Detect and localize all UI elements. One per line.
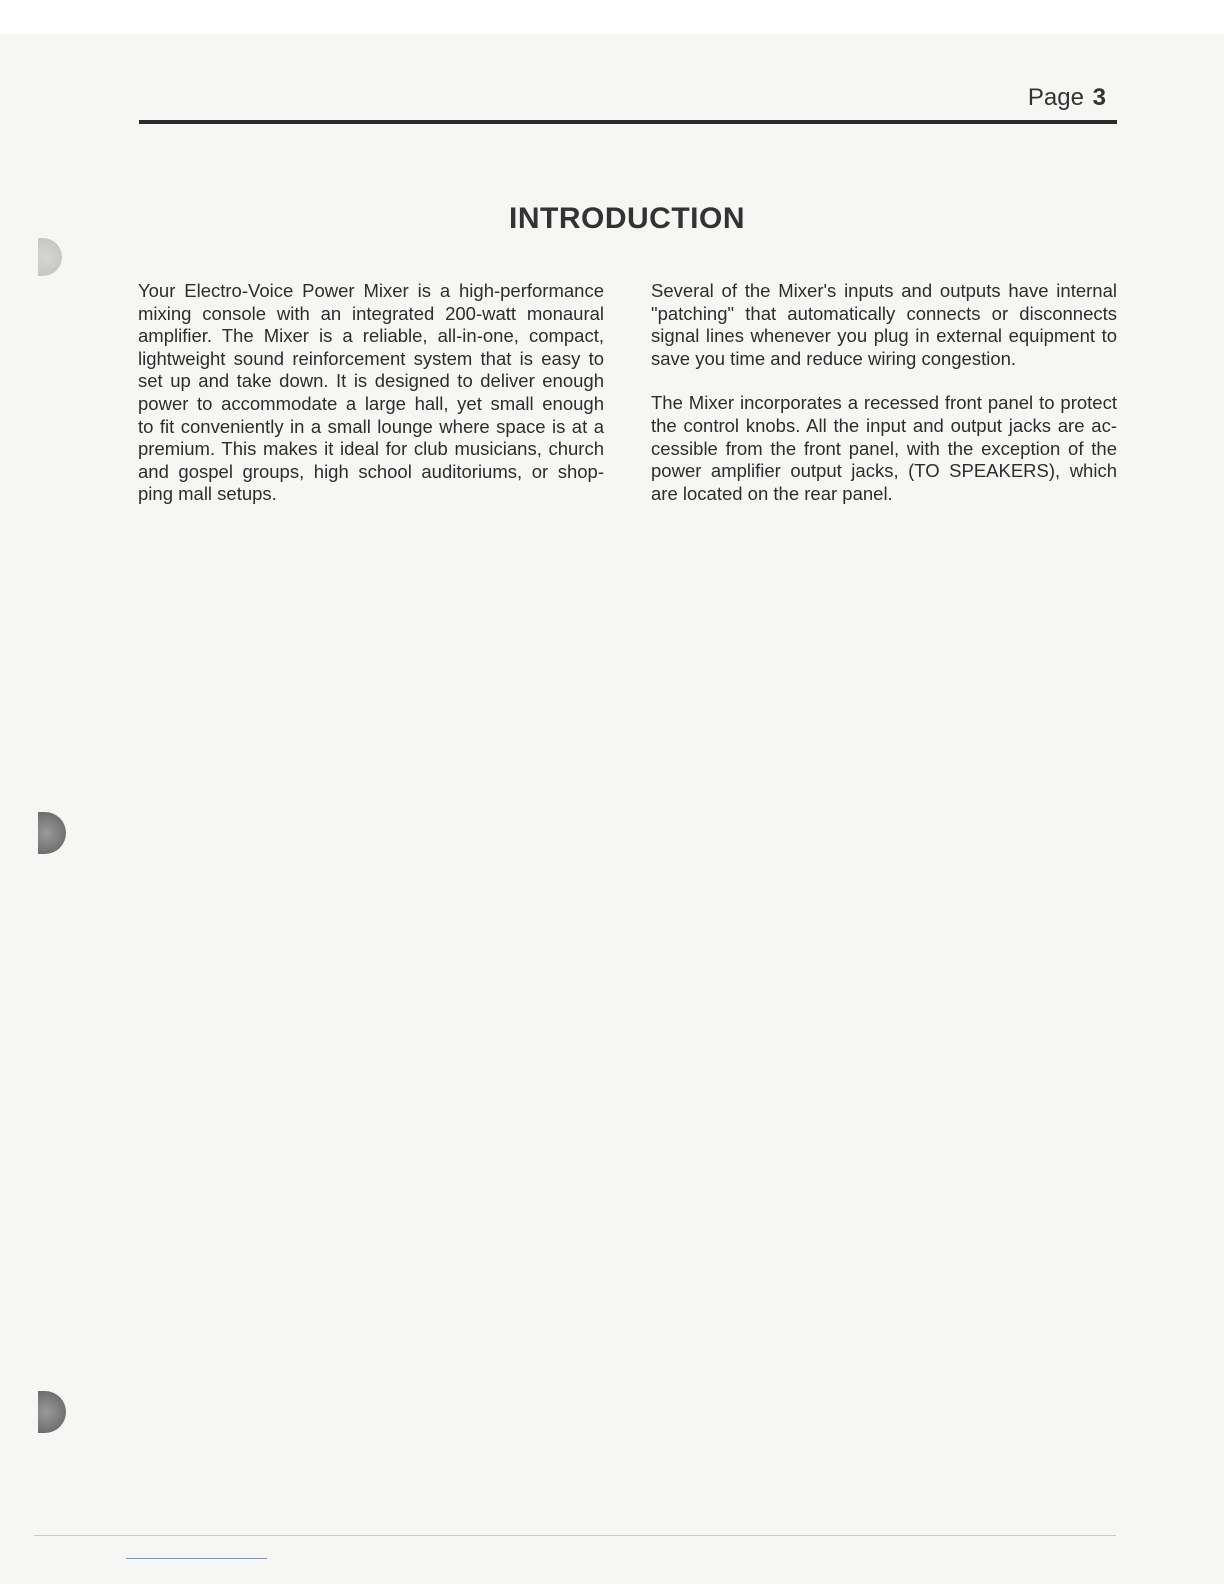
left-column xyxy=(138,280,604,506)
scan-top-margin xyxy=(0,0,1224,34)
text-line: amplifier. The Mixer is a reliable, all-in-one, compact, xyxy=(138,325,604,347)
paragraph-gap xyxy=(651,370,1117,392)
text-line: mixing console with an integrated 200-watt monaural xyxy=(138,302,604,324)
text-line: signal lines whenever you plug in external equipment to xyxy=(651,325,1117,347)
text-line: ping mall setups. xyxy=(138,483,277,505)
text-line: to fit conveniently in a small lounge where space is at a xyxy=(138,415,604,437)
text-line: and gospel groups, high school auditoriums, or shop- xyxy=(138,460,604,482)
bottom-edge-rule xyxy=(34,1535,1116,1536)
text-line: save you time and reduce wiring congestion. xyxy=(651,347,1017,369)
page-number xyxy=(1028,84,1106,112)
binder-hole-middle xyxy=(38,812,66,854)
text-line: are located on the rear panel. xyxy=(651,482,893,504)
text-line: set up and take down. It is designed to deliver enough xyxy=(138,370,604,392)
paragraph-patching xyxy=(651,280,1117,370)
binder-hole-bottom xyxy=(38,1391,66,1433)
text-line: "patching" that automatically connects or disconnects xyxy=(651,302,1117,324)
text-line: cessible from the front panel, with the exception of the xyxy=(651,437,1117,459)
page-number-value: 3 xyxy=(1092,84,1106,111)
text-line: Your Electro-Voice Power Mixer is a high-performance xyxy=(138,280,604,301)
header-rule xyxy=(139,120,1117,124)
paragraph-front-panel xyxy=(651,392,1117,505)
bottom-blue-mark xyxy=(126,1558,267,1559)
text-line: power to accommodate a large hall, yet small enough xyxy=(138,392,604,414)
text-line: Several of the Mixer's inputs and outputs have internal xyxy=(651,280,1117,301)
text-line: lightweight sound reinforcement system that is easy to xyxy=(138,347,604,369)
text-line: premium. This makes it ideal for club musicians, church xyxy=(138,438,604,460)
page-label: Page xyxy=(1027,84,1084,111)
text-line: The Mixer incorporates a recessed front panel to protect xyxy=(651,392,1117,414)
binder-hole-top xyxy=(38,238,62,276)
page-title: INTRODUCTION xyxy=(509,202,745,235)
right-column xyxy=(651,280,1117,505)
text-line: the control knobs. All the input and output jacks are ac- xyxy=(651,414,1117,436)
text-line: power amplifier output jacks, (TO SPEAKERS), which xyxy=(651,460,1117,482)
